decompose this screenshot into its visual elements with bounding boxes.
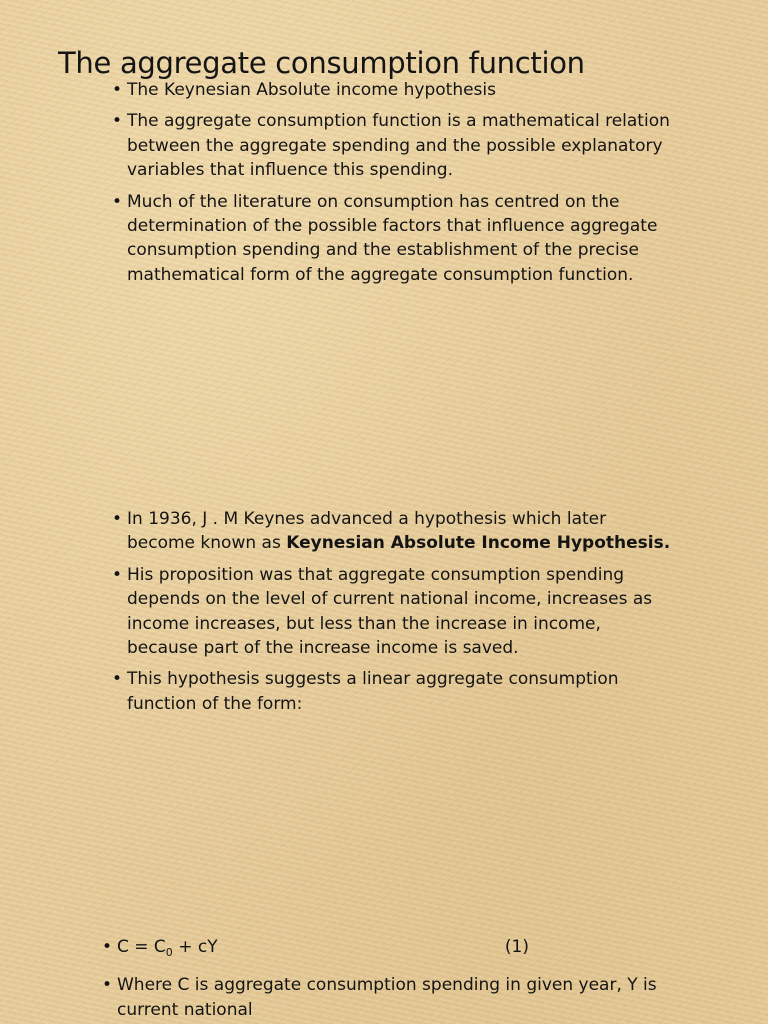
equation-rhs: + cY bbox=[172, 937, 218, 957]
bullet-item bbox=[112, 507, 672, 556]
equation-lhs: C = C bbox=[117, 937, 166, 957]
page-title: The aggregate consumption function bbox=[58, 46, 585, 80]
bullet-item: • Much of the literature on consumption has centred on the determination of the possible factors that influence aggregate consumption spending and the establishment of the precise mathematical form of the aggregate consumption function. bbox=[112, 190, 672, 288]
bullet-item: • Where C is aggregate consumption spending in given year, Y is current national bbox=[102, 973, 682, 1022]
bullet-list-equation bbox=[102, 935, 682, 1022]
bullet-item: • The Keynesian Absolute income hypothesis bbox=[112, 78, 672, 102]
bullet-item: • This hypothesis suggests a linear aggregate consumption function of the form: bbox=[112, 667, 672, 716]
bullet-text: In 1936, J . M Keynes advanced a hypothesis which later become known as bbox=[127, 509, 607, 554]
bullet-list-keynes bbox=[112, 507, 672, 716]
equation-formula bbox=[117, 935, 218, 965]
bullet-bold-text: Keynesian Absolute Income Hypothesis. bbox=[286, 533, 671, 554]
equation-number: (1) bbox=[504, 937, 529, 957]
bullet-item: • The aggregate consumption function is a mathematical relation between the aggregate spending and the possible explanatory variables that influence this spending. bbox=[112, 109, 672, 182]
bullet-list-intro bbox=[112, 78, 672, 287]
bullet-item: • His proposition was that aggregate consumption spending depends on the level of current national income, increases as income increases, but less than the increase in income, because part of the increase income is saved. bbox=[112, 563, 672, 661]
equation-subscript: 0 bbox=[165, 946, 173, 959]
equation-row bbox=[117, 935, 529, 965]
equation-item bbox=[102, 935, 682, 965]
